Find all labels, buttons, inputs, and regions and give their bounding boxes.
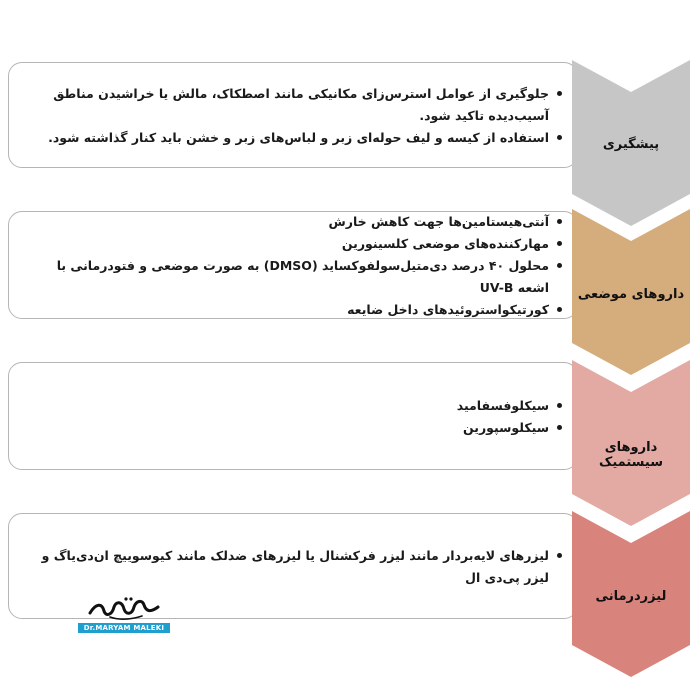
list-item: جلوگیری از عوامل استرس‌زای مکانیکی مانند اصطکاک، مالش یا خراشیدن مناطق آسیب‌دیده تاکید شود. (23, 83, 549, 127)
step-2-label: داروهای موضعی (577, 287, 685, 302)
step-1-box (8, 62, 578, 168)
list-item: لیزرهای لایه‌بردار مانند لیزر فرکشنال یا لیزرهای ضدلک مانند کیوسوییچ ان‌دی‌یاگ و لیزر پی‌دی ال (23, 545, 549, 589)
list-item: کورتیکواستروئیدهای داخل ضایعه (23, 299, 549, 321)
step-4-list (23, 545, 563, 589)
list-item: سیکلوسپورین (23, 417, 549, 439)
list-item: آنتی‌هیستامین‌ها جهت کاهش خارش (23, 211, 549, 233)
logo-tagline: Dr.MARYAM MALEKI (78, 623, 170, 633)
list-item: سیکلوفسفامید (23, 395, 549, 417)
step-2-list (23, 211, 563, 321)
logo-script-icon (86, 595, 162, 621)
list-item: مهارکننده‌های موضعی کلسینورین (23, 233, 549, 255)
step-2-chevron (572, 209, 690, 375)
step-3-list (23, 395, 563, 439)
step-2-box (8, 211, 578, 319)
brand-logo (78, 595, 170, 635)
step-4-label: لیزردرمانی (595, 589, 667, 604)
step-3-box (8, 362, 578, 470)
step-4-chevron (572, 511, 690, 677)
step-1-chevron (572, 60, 690, 226)
step-3-label: داروهای سیستمیک (599, 440, 663, 470)
step-1-list (23, 83, 563, 149)
list-item: استفاده از کیسه و لیف حوله‌ای زبر و لباس‌های زبر و خشن باید کنار گذاشته شود. (23, 127, 549, 149)
list-item: محلول ۴۰ درصد دی‌متیل‌سولفوکساید (DMSO) به صورت موضعی و فتودرمانی با اشعه UV-B (23, 255, 549, 299)
step-3-chevron (572, 360, 690, 526)
step-1-label: پیشگیری (602, 137, 660, 152)
